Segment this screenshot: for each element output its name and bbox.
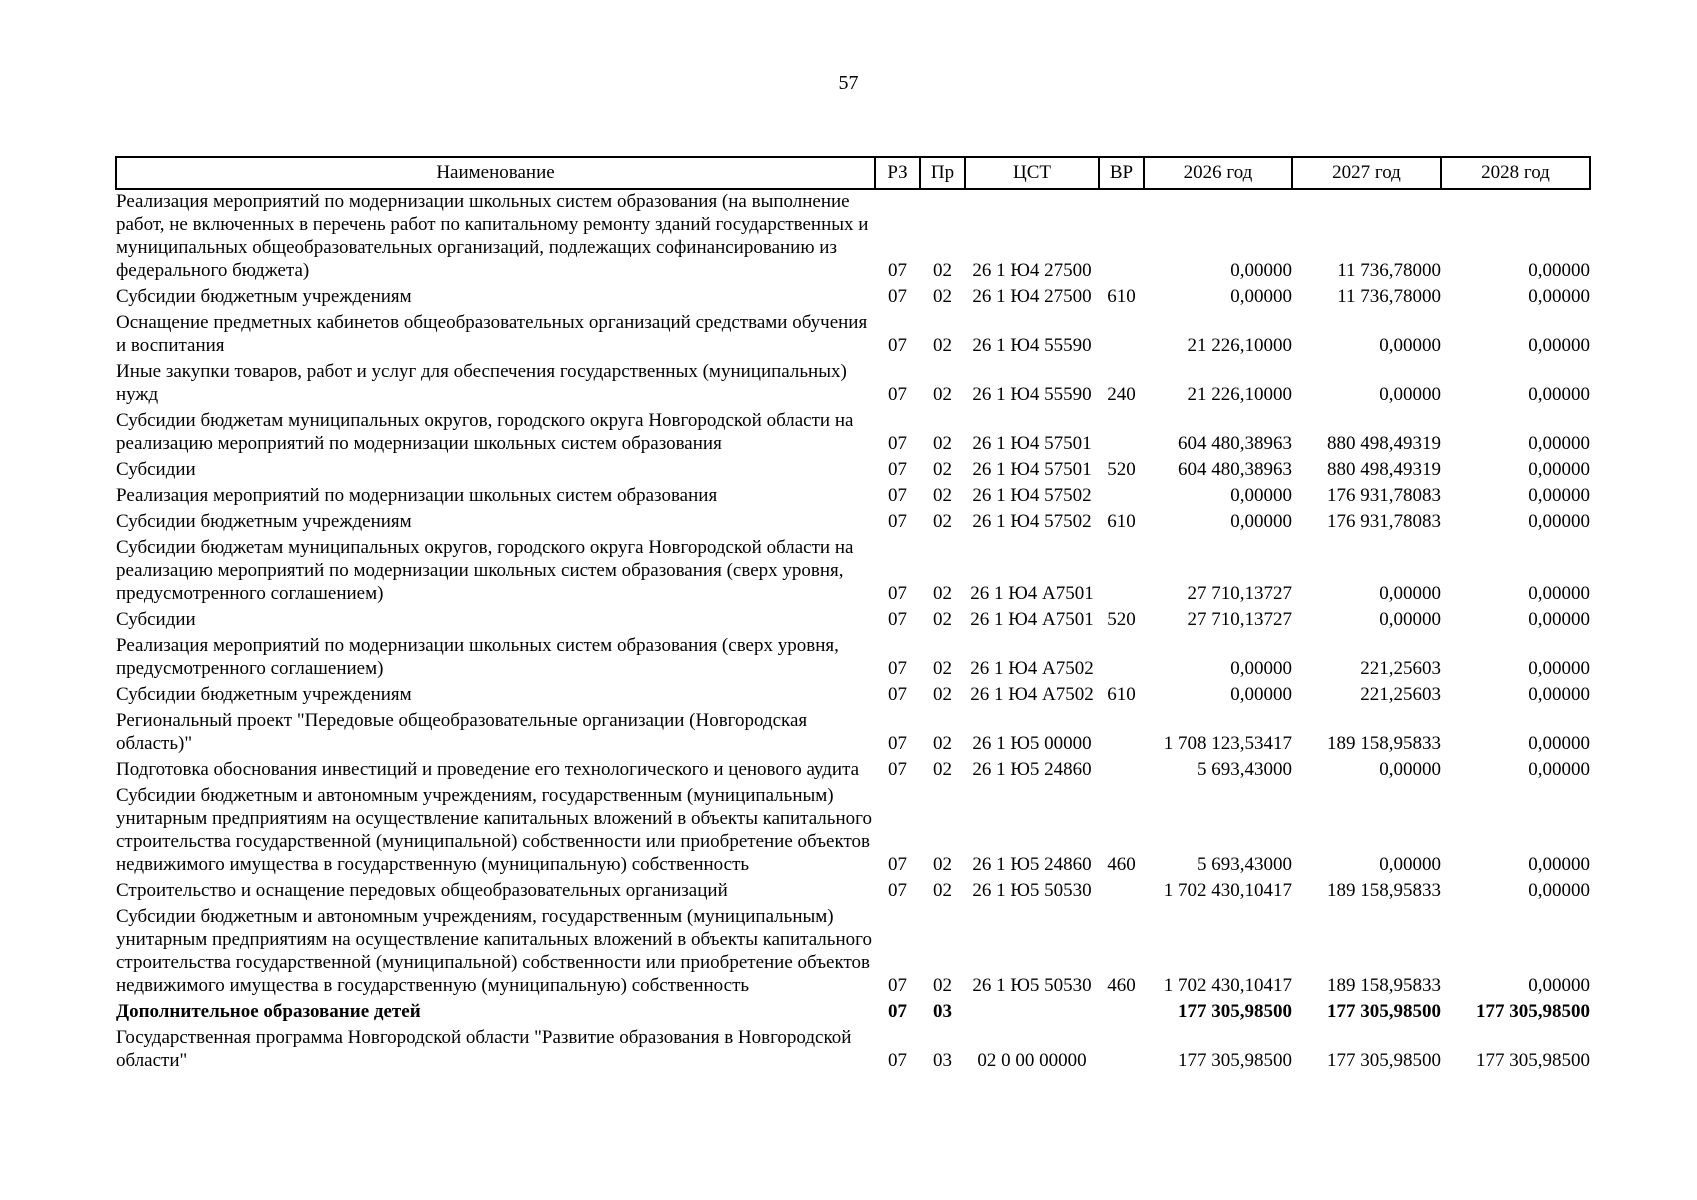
cell-vr: 520	[1107, 459, 1136, 480]
cell-2027: 0,00000	[1379, 583, 1441, 604]
cell-vr	[1099, 311, 1144, 360]
cell-rz: 07	[888, 609, 907, 630]
cell-2027: 0,00000	[1379, 609, 1441, 630]
cell-2028: 0,00000	[1528, 609, 1590, 630]
cell-rz: 07	[888, 684, 907, 705]
cell-2026: 177 305,98500	[1178, 1050, 1292, 1071]
cell-rz: 07	[888, 733, 907, 754]
cell-pr: 02	[933, 384, 952, 405]
table-header-row	[116, 157, 1590, 189]
cell-vr: 610	[1107, 511, 1136, 532]
table-row	[116, 285, 1590, 311]
cell-name: Субсидии бюджетным и автономным учреждениям, государственным (муниципальным) унитарным предприятиям на осуществление капитальных вложений в объекты капитального строительства государственной (муниципальной) собственности или приобретение объектов недвижимого имущества в государственную (муниципальную) собственность	[116, 785, 872, 875]
cell-cst: 26 1 Ю4 А7501	[970, 583, 1094, 604]
cell-rz: 07	[888, 384, 907, 405]
cell-2028: 0,00000	[1528, 880, 1590, 901]
cell-pr: 02	[933, 880, 952, 901]
cell-2028: 0,00000	[1528, 485, 1590, 506]
cell-rz: 07	[888, 260, 907, 281]
cell-2026: 5 693,43000	[1197, 854, 1292, 875]
cell-2026: 1 702 430,10417	[1163, 880, 1292, 901]
cell-rz: 07	[888, 1001, 907, 1022]
cell-2027: 221,25603	[1360, 684, 1441, 705]
cell-vr	[1099, 409, 1144, 458]
cell-vr: 240	[1107, 384, 1136, 405]
table-row	[116, 634, 1590, 683]
cell-rz: 07	[888, 335, 907, 356]
cell-rz: 07	[888, 854, 907, 875]
cell-2026: 21 226,10000	[1187, 335, 1292, 356]
table-row	[116, 784, 1590, 879]
cell-2026: 177 305,98500	[1178, 1001, 1292, 1022]
cell-2026: 0,00000	[1230, 286, 1292, 307]
cell-pr: 02	[933, 684, 952, 705]
cell-vr	[1099, 879, 1144, 905]
cell-2026: 0,00000	[1230, 511, 1292, 532]
cell-2028: 0,00000	[1528, 759, 1590, 780]
table-body	[116, 189, 1590, 1075]
cell-name: Реализация мероприятий по модернизации школьных систем образования	[116, 485, 718, 506]
cell-2026: 0,00000	[1230, 485, 1292, 506]
cell-2028: 0,00000	[1528, 335, 1590, 356]
cell-2026: 27 710,13727	[1187, 609, 1292, 630]
table-row	[116, 709, 1590, 758]
cell-2028: 0,00000	[1528, 583, 1590, 604]
cell-pr: 03	[933, 1001, 952, 1022]
table-row	[116, 484, 1590, 510]
cell-2027: 189 158,95833	[1327, 733, 1441, 754]
cell-2027: 0,00000	[1379, 759, 1441, 780]
cell-cst: 26 1 Ю4 57501	[972, 459, 1092, 480]
cell-vr: 610	[1107, 286, 1136, 307]
cell-pr: 02	[933, 511, 952, 532]
cell-name: Субсидии бюджетным и автономным учреждениям, государственным (муниципальным) унитарным предприятиям на осуществление капитальных вложений в объекты капитального строительства государственной (муниципальной) собственности или приобретение объектов недвижимого имущества в государственную (муниципальную) собственность	[116, 906, 872, 996]
cell-2027: 880 498,49319	[1327, 433, 1441, 454]
table-row	[116, 905, 1590, 1000]
table-row	[116, 1000, 1590, 1026]
header-cst: ЦСТ	[965, 157, 1099, 189]
cell-name: Подготовка обоснования инвестиций и проведение его технологического и ценового аудита	[116, 759, 860, 780]
table-row	[116, 683, 1590, 709]
cell-2028: 0,00000	[1528, 511, 1590, 532]
cell-2026: 0,00000	[1230, 658, 1292, 679]
cell-rz: 07	[888, 880, 907, 901]
cell-2027: 11 736,78000	[1337, 286, 1441, 307]
table-row	[116, 311, 1590, 360]
cell-cst: 26 1 Ю4 55590	[972, 384, 1092, 405]
cell-vr	[1099, 634, 1144, 683]
header-vr: ВР	[1099, 157, 1144, 189]
cell-name: Строительство и оснащение передовых общеобразовательных организаций	[116, 880, 728, 901]
cell-2028: 0,00000	[1528, 384, 1590, 405]
cell-2027: 880 498,49319	[1327, 459, 1441, 480]
cell-rz: 07	[888, 433, 907, 454]
cell-name: Субсидии бюджетным учреждениям	[116, 286, 412, 307]
table-row	[116, 536, 1590, 608]
cell-2027: 177 305,98500	[1327, 1050, 1441, 1071]
header-2026: 2026 год	[1144, 157, 1292, 189]
cell-pr: 02	[933, 459, 952, 480]
cell-2026: 0,00000	[1230, 684, 1292, 705]
cell-rz: 07	[888, 975, 907, 996]
cell-cst: 26 1 Ю4 А7501	[970, 609, 1094, 630]
cell-rz: 07	[888, 485, 907, 506]
cell-pr: 02	[933, 658, 952, 679]
cell-pr: 02	[933, 286, 952, 307]
cell-vr	[1099, 1026, 1144, 1075]
cell-name: Субсидии бюджетным учреждениям	[116, 511, 412, 532]
cell-2028: 0,00000	[1528, 658, 1590, 679]
cell-cst: 26 1 Ю4 27500	[972, 260, 1092, 281]
page-number: 57	[838, 72, 859, 94]
cell-cst: 26 1 Ю5 00000	[972, 733, 1092, 754]
cell-pr: 02	[933, 433, 952, 454]
cell-2027: 189 158,95833	[1327, 880, 1441, 901]
cell-2028: 0,00000	[1528, 733, 1590, 754]
cell-cst: 26 1 Ю4 27500	[972, 286, 1092, 307]
cell-2027: 0,00000	[1379, 335, 1441, 356]
cell-vr	[1099, 1000, 1144, 1026]
cell-cst: 26 1 Ю4 57501	[972, 433, 1092, 454]
table-row	[116, 458, 1590, 484]
cell-name: Субсидии бюджетным учреждениям	[116, 684, 412, 705]
cell-name: Оснащение предметных кабинетов общеобразовательных организаций средствами обучения и воспитания	[116, 312, 868, 356]
cell-pr: 02	[933, 975, 952, 996]
cell-vr	[1099, 189, 1144, 285]
cell-name: Региональный проект "Передовые общеобразовательные организации (Новгородская область)"	[116, 710, 808, 754]
cell-cst: 26 1 Ю5 50530	[972, 880, 1092, 901]
cell-2028: 0,00000	[1528, 854, 1590, 875]
cell-pr: 02	[933, 260, 952, 281]
header-name: Наименование	[116, 157, 875, 189]
cell-name: Иные закупки товаров, работ и услуг для обеспечения государственных (муниципальных) нужд	[116, 361, 847, 405]
cell-2028: 0,00000	[1528, 975, 1590, 996]
cell-vr	[1099, 709, 1144, 758]
cell-2028: 177 305,98500	[1476, 1001, 1590, 1022]
cell-2027: 0,00000	[1379, 384, 1441, 405]
table-row	[116, 758, 1590, 784]
cell-cst: 26 1 Ю5 50530	[972, 975, 1092, 996]
cell-pr: 02	[933, 733, 952, 754]
cell-2026: 0,00000	[1230, 260, 1292, 281]
cell-rz: 07	[888, 1050, 907, 1071]
cell-rz: 07	[888, 511, 907, 532]
cell-2027: 176 931,78083	[1327, 485, 1441, 506]
cell-name: Реализация мероприятий по модернизации школьных систем образования (сверх уровня, предусмотренного соглашением)	[116, 635, 839, 679]
cell-cst: 26 1 Ю4 А7502	[970, 684, 1094, 705]
cell-name: Дополнительное образование детей	[116, 1001, 421, 1022]
cell-vr	[1099, 484, 1144, 510]
cell-2028: 0,00000	[1528, 286, 1590, 307]
cell-name: Реализация мероприятий по модернизации школьных систем образования (на выполнение работ, не включенных в перечень работ по капитальному ремонту зданий государственных и муниципальных общеобразовательных организаций, подлежащих софинансированию из федерального бюджета)	[116, 191, 869, 281]
cell-vr: 610	[1107, 684, 1136, 705]
cell-2028: 0,00000	[1528, 433, 1590, 454]
header-pr: Пр	[920, 157, 965, 189]
cell-2026: 604 480,38963	[1178, 459, 1292, 480]
table-row	[116, 608, 1590, 634]
cell-vr	[1099, 536, 1144, 608]
cell-cst: 26 1 Ю5 24860	[972, 759, 1092, 780]
cell-rz: 07	[888, 459, 907, 480]
cell-2027: 189 158,95833	[1327, 975, 1441, 996]
cell-2027: 176 931,78083	[1327, 511, 1441, 532]
cell-name: Субсидии бюджетам муниципальных округов, городского округа Новгородской области на реализацию мероприятий по модернизации школьных систем образования (сверх уровня, предусмотренного соглашением)	[116, 537, 854, 604]
cell-cst	[965, 1000, 1099, 1026]
cell-pr: 02	[933, 485, 952, 506]
cell-vr: 520	[1107, 609, 1136, 630]
cell-rz: 07	[888, 658, 907, 679]
header-2028: 2028 год	[1441, 157, 1590, 189]
table-row	[116, 360, 1590, 409]
table-row	[116, 879, 1590, 905]
cell-rz: 07	[888, 583, 907, 604]
cell-pr: 02	[933, 609, 952, 630]
cell-2026: 27 710,13727	[1187, 583, 1292, 604]
cell-name: Субсидии бюджетам муниципальных округов, городского округа Новгородской области на реализацию мероприятий по модернизации школьных систем образования	[116, 410, 854, 454]
cell-vr	[1099, 758, 1144, 784]
header-2027: 2027 год	[1292, 157, 1441, 189]
cell-name: Государственная программа Новгородской области "Развитие образования в Новгородской области"	[116, 1027, 852, 1071]
cell-rz: 07	[888, 286, 907, 307]
cell-2027: 221,25603	[1360, 658, 1441, 679]
table-row	[116, 510, 1590, 536]
cell-cst: 26 1 Ю4 57502	[972, 511, 1092, 532]
header-rz: РЗ	[875, 157, 920, 189]
cell-cst: 26 1 Ю5 24860	[972, 854, 1092, 875]
cell-2028: 0,00000	[1528, 260, 1590, 281]
cell-pr: 02	[933, 583, 952, 604]
cell-2027: 177 305,98500	[1327, 1001, 1441, 1022]
cell-2027: 11 736,78000	[1337, 260, 1441, 281]
cell-2026: 1 702 430,10417	[1163, 975, 1292, 996]
cell-rz: 07	[888, 759, 907, 780]
cell-name: Субсидии	[116, 609, 196, 630]
cell-cst: 02 0 00 00000	[977, 1050, 1087, 1071]
cell-name: Субсидии	[116, 459, 196, 480]
budget-table	[115, 156, 1591, 1075]
cell-2028: 0,00000	[1528, 459, 1590, 480]
cell-cst: 26 1 Ю4 А7502	[970, 658, 1094, 679]
cell-cst: 26 1 Ю4 57502	[972, 485, 1092, 506]
table-row	[116, 1026, 1590, 1075]
cell-pr: 03	[933, 1050, 952, 1071]
cell-2028: 177 305,98500	[1476, 1050, 1590, 1071]
cell-2026: 604 480,38963	[1178, 433, 1292, 454]
table-row	[116, 409, 1590, 458]
cell-cst: 26 1 Ю4 55590	[972, 335, 1092, 356]
table-row	[116, 189, 1590, 285]
cell-pr: 02	[933, 335, 952, 356]
cell-pr: 02	[933, 759, 952, 780]
cell-pr: 02	[933, 854, 952, 875]
cell-2026: 5 693,43000	[1197, 759, 1292, 780]
cell-2026: 21 226,10000	[1187, 384, 1292, 405]
cell-vr: 460	[1107, 975, 1136, 996]
cell-2028: 0,00000	[1528, 684, 1590, 705]
cell-2027: 0,00000	[1379, 854, 1441, 875]
cell-vr: 460	[1107, 854, 1136, 875]
cell-2026: 1 708 123,53417	[1163, 733, 1292, 754]
